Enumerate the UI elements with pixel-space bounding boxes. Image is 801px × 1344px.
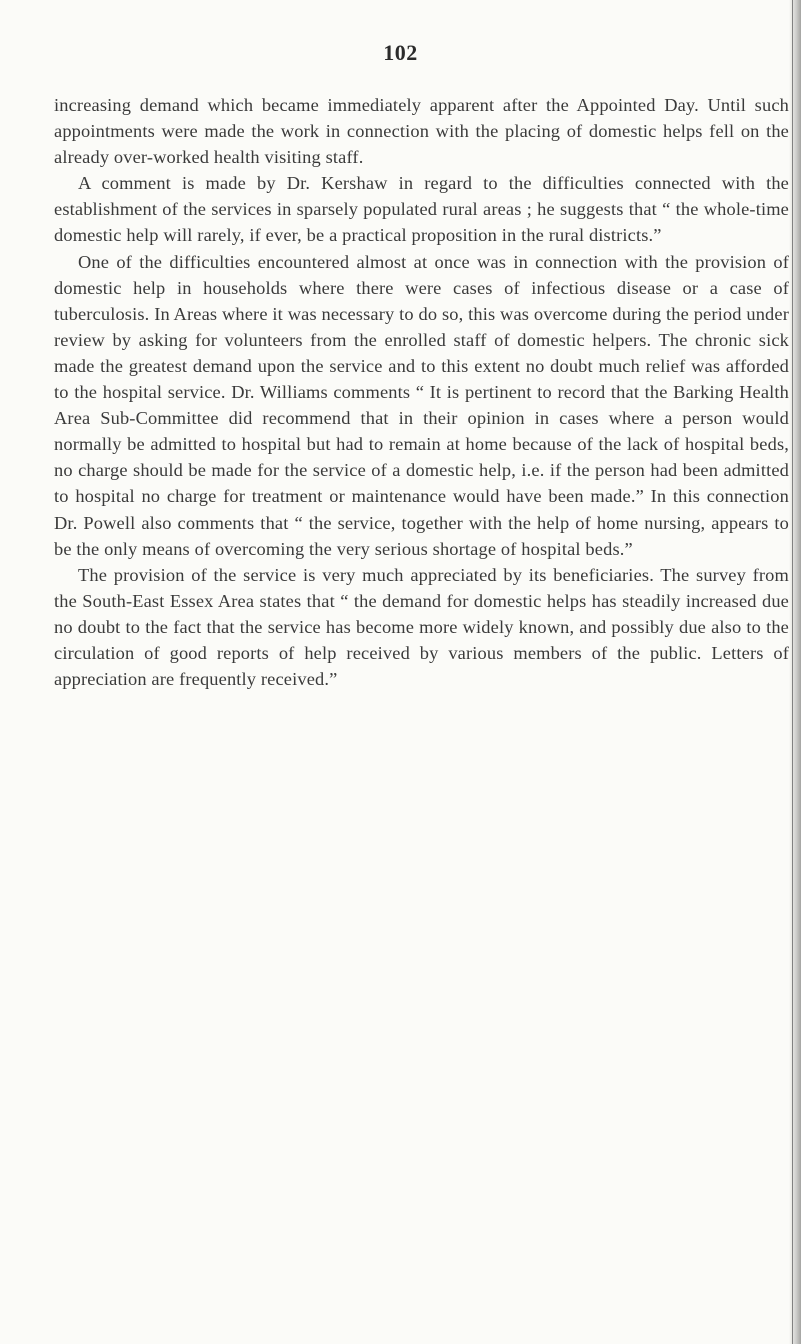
paragraph-continuation: increasing demand which became immediately apparent after the Appointed Day. Until such appointments were made the work in connection with the placing of domestic helps fell on the already over-worked health visiting staff. [54,95,789,168]
page-edge-shadow [789,0,801,1344]
paragraph-kershaw-comment: A comment is made by Dr. Kershaw in regard to the difficulties connected with the establishment of the services in sparsely populated rural areas ; he suggests that “ the whole-time domestic help will rarely, if ever, be a practical proposition in the rural districts.” [54,173,789,246]
paragraph-appreciation: The provision of the service is very much appreciated by its beneficiaries. The survey from the South-East Essex Area states that “ the demand for domestic helps has steadily increased due no doubt to the fact that the service has become more widely known, and possibly due also to the circulation of good reports of help received by various members of the public. Letters of appreciation are frequently received.” [54,564,789,690]
page-number: 102 [383,40,418,65]
body-text [54,92,789,692]
paragraph-infectious-disease: One of the difficulties encountered almost at once was in connection with the provision of domestic help in households where there were cases of infectious disease or a case of tuberculosis. In Areas where it was necessary to do so, this was overcome during the period under review by asking for volunteers from the enrolled staff of domestic helpers. The chronic sick made the greatest demand upon the service and to this extent no doubt much relief was afforded to the hospital service. Dr. Williams comments “ It is pertinent to record that the Barking Health Area Sub-Committee did recommend that in their opinion in cases where a person would normally be admitted to hospital but had to remain at home because of the lack of hospital beds, no charge should be made for the service of a domestic help, i.e. if the person had been admitted to hospital no charge for treatment or maintenance would have been made.” In this connection Dr. Powell also comments that “ the service, together with the help of home nursing, appears to be the only means of overcoming the very serious shortage of hospital beds.” [54,251,789,559]
